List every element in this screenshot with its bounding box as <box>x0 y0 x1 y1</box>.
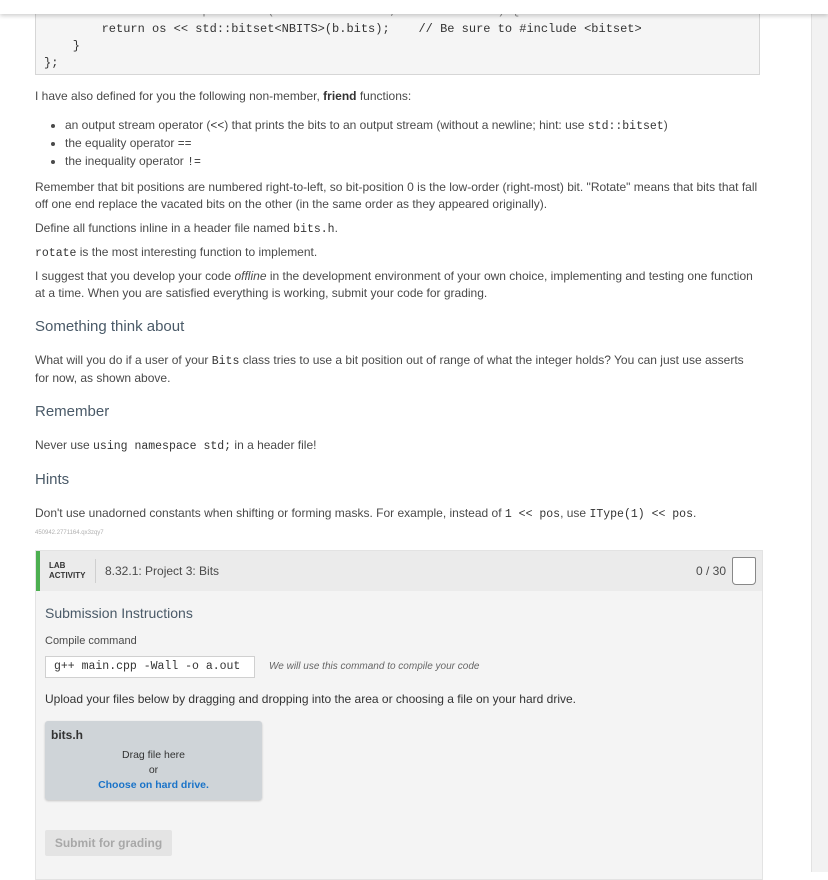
section-heading-remember: Remember <box>35 403 110 420</box>
lab-type-line2: ACTIVITY <box>49 571 86 580</box>
code-line-4: }; <box>44 56 59 70</box>
lab-type-line1: LAB <box>49 561 66 570</box>
or-text: or <box>148 764 159 776</box>
intro-paragraph: I have also defined for you the following non-member, friend functions: <box>35 89 412 103</box>
compile-command-box[interactable]: g++ main.cpp -Wall -o a.out <box>45 656 255 678</box>
section-meta-id: 450942.2771164.qx3zqy7 <box>35 530 104 536</box>
submission-instructions-heading: Submission Instructions <box>45 605 193 621</box>
choose-file-link[interactable]: Choose on hard drive. <box>98 779 209 791</box>
header-divider <box>95 559 96 583</box>
functions-list <box>35 117 790 171</box>
header-file-paragraph: Define all functions inline in a header file named bits.h. <box>35 221 338 236</box>
submit-for-grading-button[interactable]: Submit for grading <box>45 830 172 856</box>
think-paragraph: What will you do if a user of your Bits class tries to use a bit position out of range of what the integer holds? You can just use asserts for now, as shown above. <box>35 353 744 385</box>
lab-type-label <box>49 561 85 581</box>
list-item: • the equality operator == <box>65 135 790 153</box>
score-label: 0 / 30 <box>695 564 726 578</box>
file-drop-zone[interactable] <box>45 721 262 800</box>
remember-paragraph: Never use using namespace std; in a header file! <box>35 438 317 453</box>
compile-command-label: Compile command <box>45 635 137 647</box>
code-line-3: } <box>44 39 81 53</box>
list-item: • the inequality operator != <box>65 153 790 171</box>
lab-activity-panel <box>35 550 763 880</box>
lab-title: 8.32.1: Project 3: Bits <box>105 564 220 578</box>
list-item: • an output stream operator (<<) that prints the bits to an output stream (without a newline; hint: use std::bitset) <box>65 117 790 135</box>
section-heading-think: Something think about <box>35 318 185 335</box>
completion-badge-icon <box>732 557 756 585</box>
code-line-2: return os << std::bitset<NBITS>(b.bits); // Be sure to #include <bitset> <box>44 22 642 36</box>
top-bar <box>0 0 828 14</box>
suggestion-paragraph: I suggest that you develop your code offline in the development environment of your own choice, implementing and testing one function at a time. When you are satisfied everything is working, submit your code for grading. <box>35 269 753 300</box>
hints-paragraph: Don't use unadorned constants when shifting or forming masks. For example, instead of 1 << pos, use IType(1) << pos. <box>35 506 697 521</box>
rotate-paragraph: rotate is the most interesting function to implement. <box>35 245 318 260</box>
choose-file-container <box>45 779 262 791</box>
right-scroll-rail[interactable] <box>811 0 828 872</box>
section-heading-hints: Hints <box>35 471 70 488</box>
compile-command-note: We will use this command to compile your code <box>269 661 480 672</box>
upload-instructions: Upload your files below by dragging and dropping into the area or choosing a file on your hard drive. <box>45 692 576 706</box>
lab-header <box>36 551 762 591</box>
file-name-label: bits.h <box>51 728 83 742</box>
drag-file-text: Drag file here <box>121 749 186 761</box>
bit-positions-paragraph: Remember that bit positions are numbered right-to-left, so bit-position 0 is the low-order (right-most) bit. "Rotate" means that bits that fall off one end replace the vacated bits on the other (in the same order as they appeared originally). <box>35 180 758 211</box>
